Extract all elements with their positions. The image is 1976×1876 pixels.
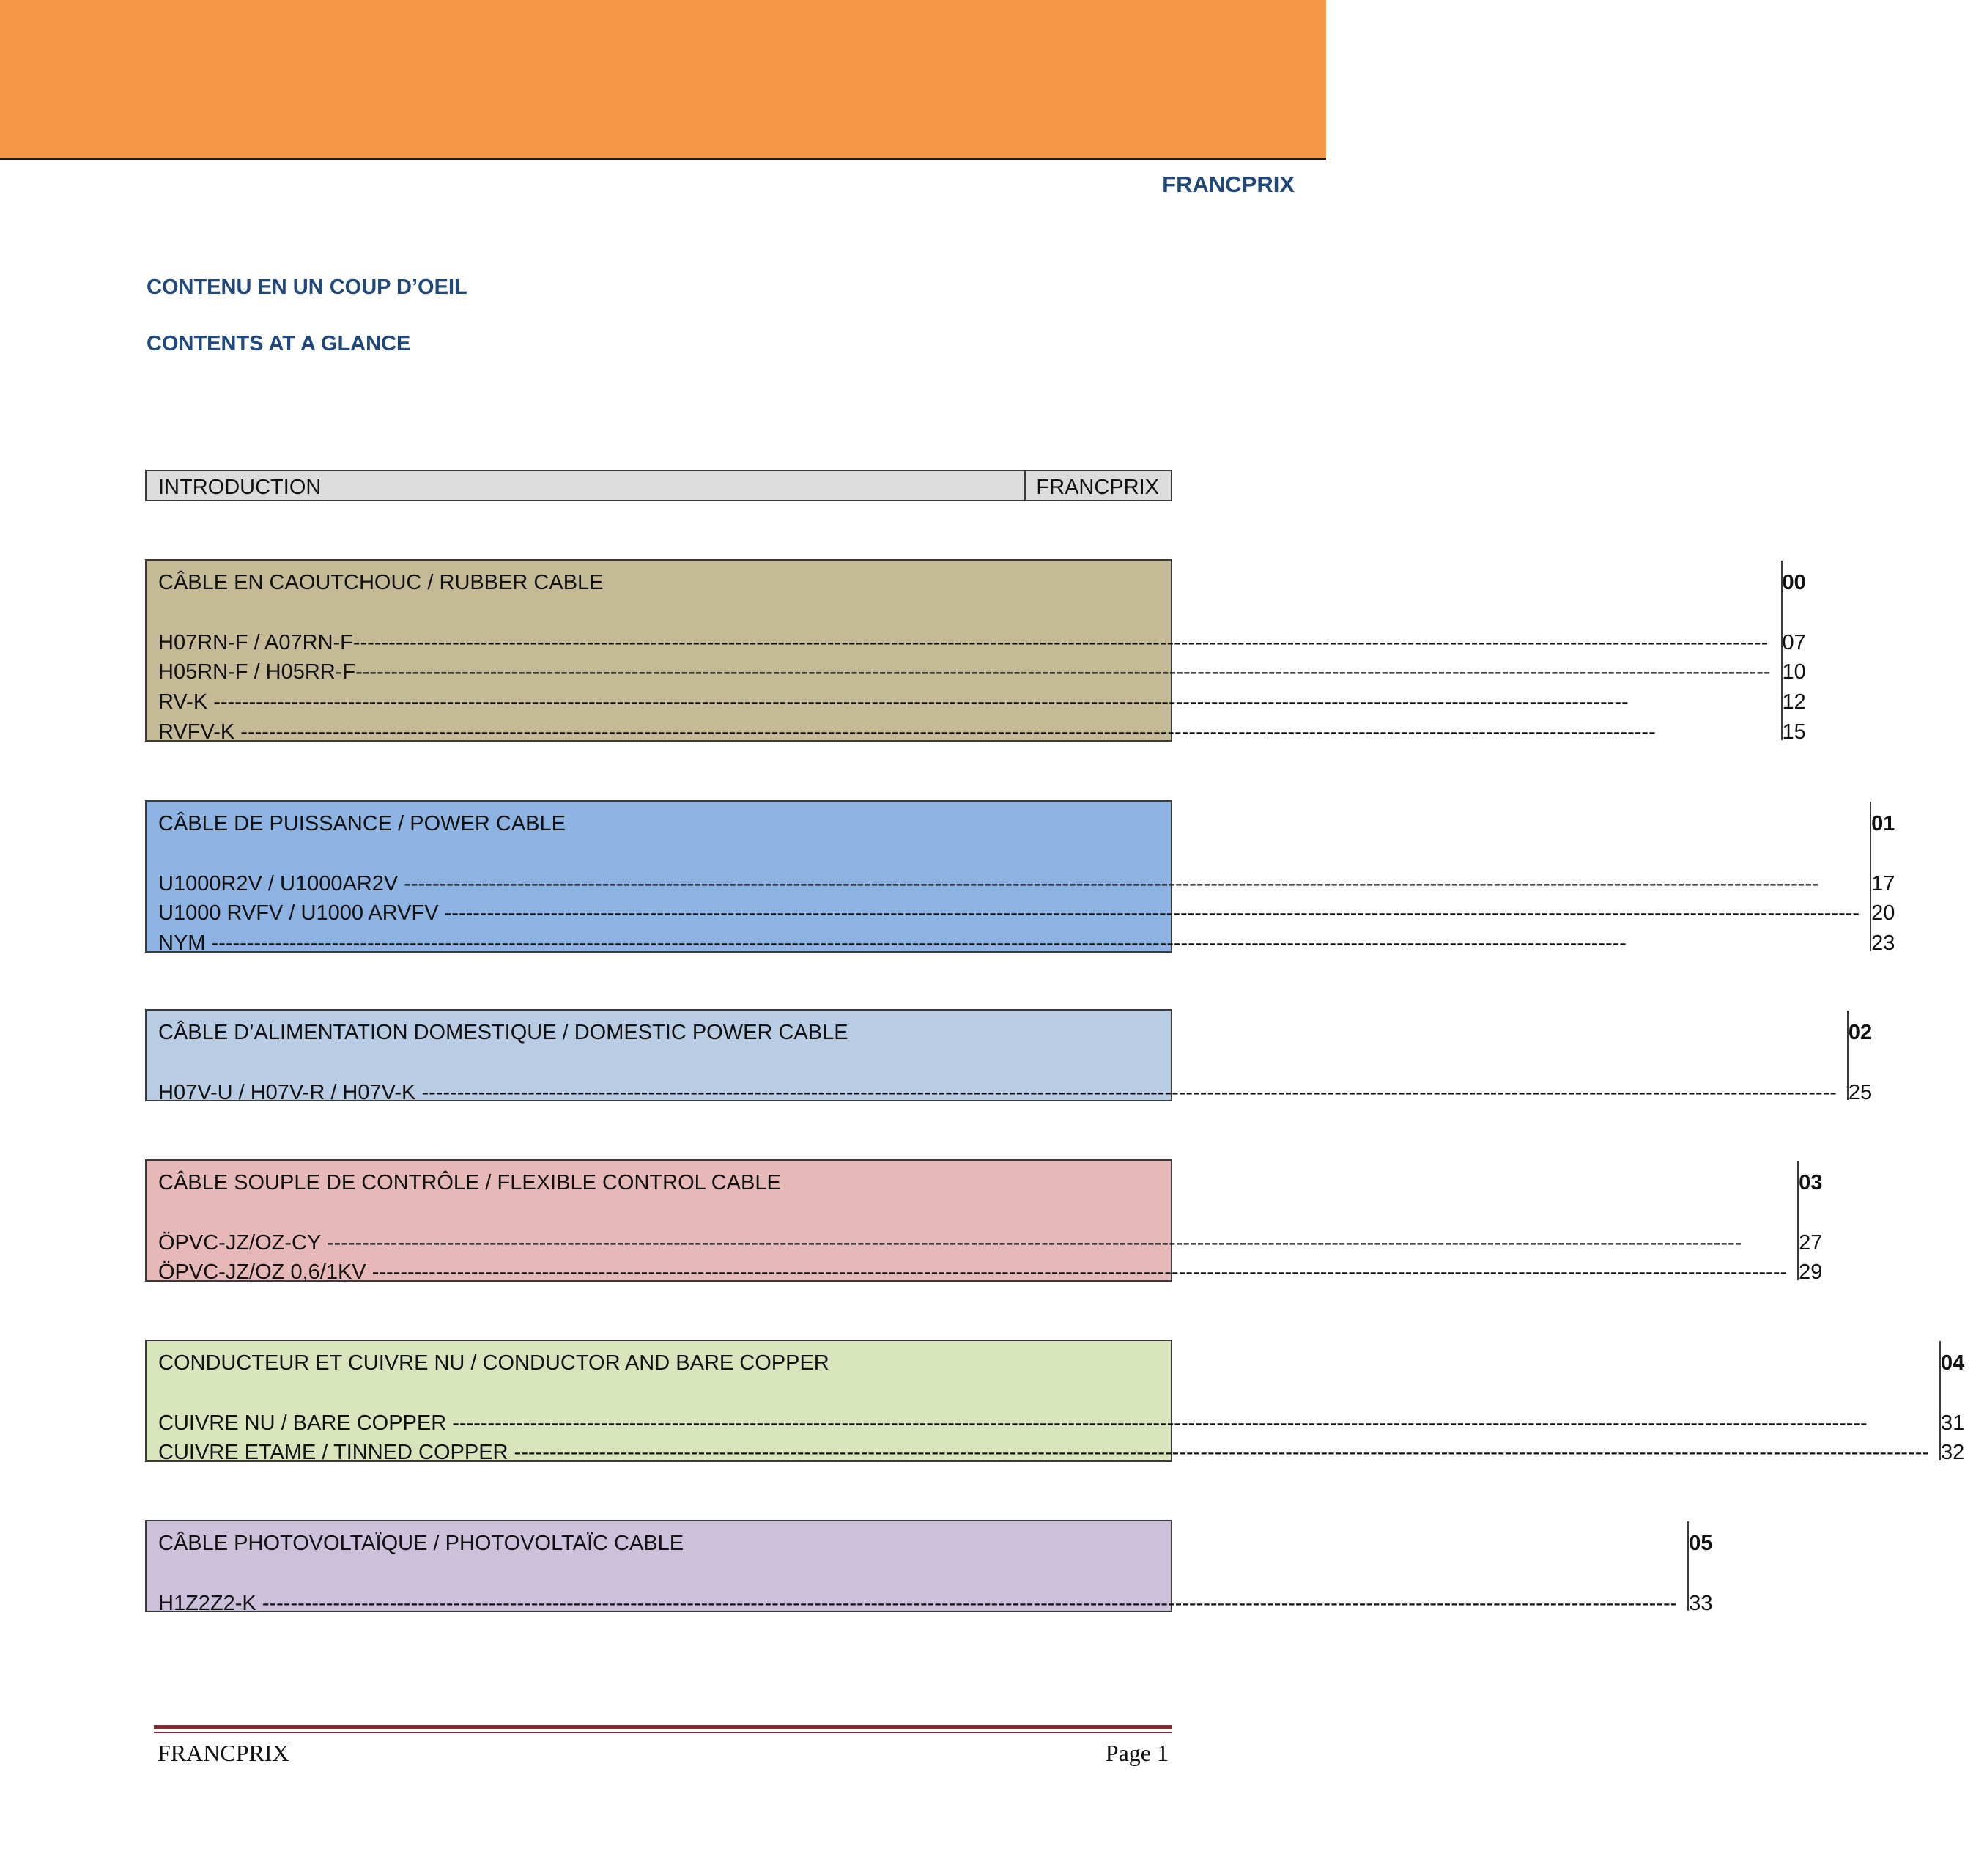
- dot-leader: --------------------------------------------------------------------------------------------------------------------------------------------------------------------------------------------------------: [404, 871, 1819, 895]
- toc-entry[interactable]: [158, 628, 1781, 658]
- toc-entry[interactable]: [158, 928, 1870, 959]
- section-code: 00: [1782, 571, 1806, 594]
- toc-entry-label: ÖPVC-JZ/OZ 0,6/1KV: [158, 1260, 372, 1285]
- toc-entry-label: NYM: [158, 931, 212, 956]
- footer-rule: [154, 1725, 1172, 1729]
- toc-section[interactable]: [145, 1520, 1713, 1615]
- section-code: 04: [1941, 1351, 1965, 1375]
- toc-entry-label: U1000R2V / U1000AR2V: [158, 871, 404, 895]
- section-body: [147, 802, 1871, 956]
- toc-entry-page: 25: [1848, 1080, 1873, 1104]
- toc-entry-label: H05RN-F / H05RR-F: [158, 660, 356, 684]
- intro-label: INTRODUCTION: [147, 471, 1026, 500]
- toc-entry-label: H1Z2Z2-K: [158, 1591, 262, 1615]
- toc-entry-label: CUIVRE ETAME / TINNED COPPER: [158, 1441, 514, 1465]
- toc-entry-label: RV-K: [158, 690, 214, 714]
- toc-entry[interactable]: [158, 1228, 1797, 1258]
- dot-leader: --------------------------------------------------------------------------------------------------------------------------------------------------------------------------------------------------------: [355, 660, 1771, 684]
- dot-leader: --------------------------------------------------------------------------------------------------------------------------------------------------------------------------------------------------------: [421, 1080, 1837, 1104]
- dot-leader: --------------------------------------------------------------------------------------------------------------------------------------------------------------------------------------------------------: [211, 931, 1627, 956]
- section-title: CÂBLE PHOTOVOLTAÏQUE / PHOTOVOLTAÏC CABLE: [158, 1532, 684, 1555]
- header-band: [0, 0, 1326, 160]
- toc-entry-page: 31: [1941, 1411, 1965, 1435]
- toc-entry-label: H07V-U / H07V-R / H07V-K: [158, 1080, 422, 1104]
- toc-section[interactable]: [145, 1159, 1823, 1285]
- section-body: [147, 1011, 1849, 1104]
- toc-entry-page: 10: [1782, 660, 1806, 684]
- section-pages: [1848, 1011, 1884, 1104]
- intro-row[interactable]: [145, 470, 1172, 501]
- toc-entry-label: ÖPVC-JZ/OZ-CY: [158, 1230, 327, 1255]
- section-body: [147, 1161, 1799, 1285]
- dot-leader: --------------------------------------------------------------------------------------------------------------------------------------------------------------------------------------------------------: [352, 630, 1769, 654]
- toc-entry[interactable]: [158, 1408, 1939, 1439]
- toc-entry[interactable]: [158, 1438, 1939, 1468]
- dot-leader: --------------------------------------------------------------------------------------------------------------------------------------------------------------------------------------------------------: [213, 690, 1629, 714]
- toc-entry-page: 15: [1782, 720, 1806, 744]
- dot-leader: --------------------------------------------------------------------------------------------------------------------------------------------------------------------------------------------------------: [514, 1441, 1930, 1465]
- footer-brand: FRANCPRIX: [158, 1740, 289, 1766]
- toc-entry[interactable]: [158, 687, 1781, 717]
- toc-entry-label: RVFV-K: [158, 720, 241, 744]
- toc-entry-page: 32: [1941, 1441, 1965, 1465]
- intro-right: FRANCPRIX: [1036, 476, 1159, 499]
- header-brand: FRANCPRIX: [1162, 171, 1295, 197]
- section-code: 05: [1689, 1532, 1713, 1555]
- section-title: CÂBLE SOUPLE DE CONTRÔLE / FLEXIBLE CONTROL CABLE: [158, 1171, 781, 1194]
- section-title: CÂBLE EN CAOUTCHOUC / RUBBER CABLE: [158, 571, 604, 594]
- heading-french: CONTENU EN UN COUP D’OEIL: [147, 276, 467, 299]
- toc-entry-label: CUIVRE NU / BARE COPPER: [158, 1411, 453, 1435]
- toc-entry[interactable]: [158, 1258, 1797, 1288]
- toc-entry[interactable]: [158, 869, 1870, 899]
- section-body: [147, 1521, 1689, 1615]
- section-body: [147, 561, 1783, 744]
- toc-entry-page: 17: [1871, 871, 1895, 895]
- section-pages: [1799, 1161, 1834, 1285]
- section-pages: [1689, 1521, 1724, 1615]
- section-title: CÂBLE DE PUISSANCE / POWER CABLE: [158, 812, 566, 835]
- toc-entry-page: 27: [1799, 1230, 1823, 1255]
- toc-section[interactable]: [145, 1340, 1965, 1465]
- dot-leader: --------------------------------------------------------------------------------------------------------------------------------------------------------------------------------------------------------: [240, 720, 1656, 744]
- dot-leader: --------------------------------------------------------------------------------------------------------------------------------------------------------------------------------------------------------: [452, 1411, 1868, 1435]
- toc-entry-label: H07RN-F / A07RN-F: [158, 630, 353, 654]
- toc-entry-page: 07: [1782, 630, 1806, 654]
- toc-entry-page: 12: [1782, 690, 1806, 714]
- section-code: 02: [1848, 1021, 1873, 1044]
- section-pages: [1782, 561, 1818, 744]
- toc-entry-page: 29: [1799, 1260, 1823, 1285]
- footer-rule-thin: [154, 1732, 1172, 1733]
- dot-leader: --------------------------------------------------------------------------------------------------------------------------------------------------------------------------------------------------------: [262, 1591, 1678, 1615]
- section-code: 03: [1799, 1171, 1823, 1194]
- toc-entry[interactable]: [158, 898, 1870, 928]
- dot-leader: --------------------------------------------------------------------------------------------------------------------------------------------------------------------------------------------------------: [371, 1260, 1788, 1285]
- section-title: CÂBLE D’ALIMENTATION DOMESTIQUE / DOMESTIC POWER CABLE: [158, 1021, 848, 1044]
- toc-section[interactable]: [145, 559, 1806, 744]
- toc-section[interactable]: [145, 1009, 1873, 1104]
- dot-leader: --------------------------------------------------------------------------------------------------------------------------------------------------------------------------------------------------------: [444, 901, 1860, 926]
- toc-entry-page: 33: [1689, 1591, 1713, 1615]
- section-title: CONDUCTEUR ET CUIVRE NU / CONDUCTOR AND BARE COPPER: [158, 1351, 829, 1375]
- toc-entry[interactable]: [158, 1078, 1847, 1108]
- toc-entry-page: 20: [1871, 901, 1895, 926]
- toc-entry[interactable]: [158, 1589, 1687, 1619]
- dot-leader: --------------------------------------------------------------------------------------------------------------------------------------------------------------------------------------------------------: [326, 1230, 1742, 1255]
- section-pages: [1871, 802, 1906, 956]
- section-body: [147, 1341, 1941, 1465]
- section-code: 01: [1871, 812, 1895, 835]
- toc-entry[interactable]: [158, 657, 1781, 687]
- toc-entry-page: 23: [1871, 931, 1895, 956]
- toc-entry-label: U1000 RVFV / U1000 ARVFV: [158, 901, 445, 926]
- toc-section[interactable]: [145, 800, 1895, 956]
- heading-english: CONTENTS AT A GLANCE: [147, 332, 411, 355]
- footer-page-number: Page 1: [1105, 1740, 1169, 1766]
- toc-entry[interactable]: [158, 717, 1781, 747]
- section-pages: [1941, 1341, 1976, 1465]
